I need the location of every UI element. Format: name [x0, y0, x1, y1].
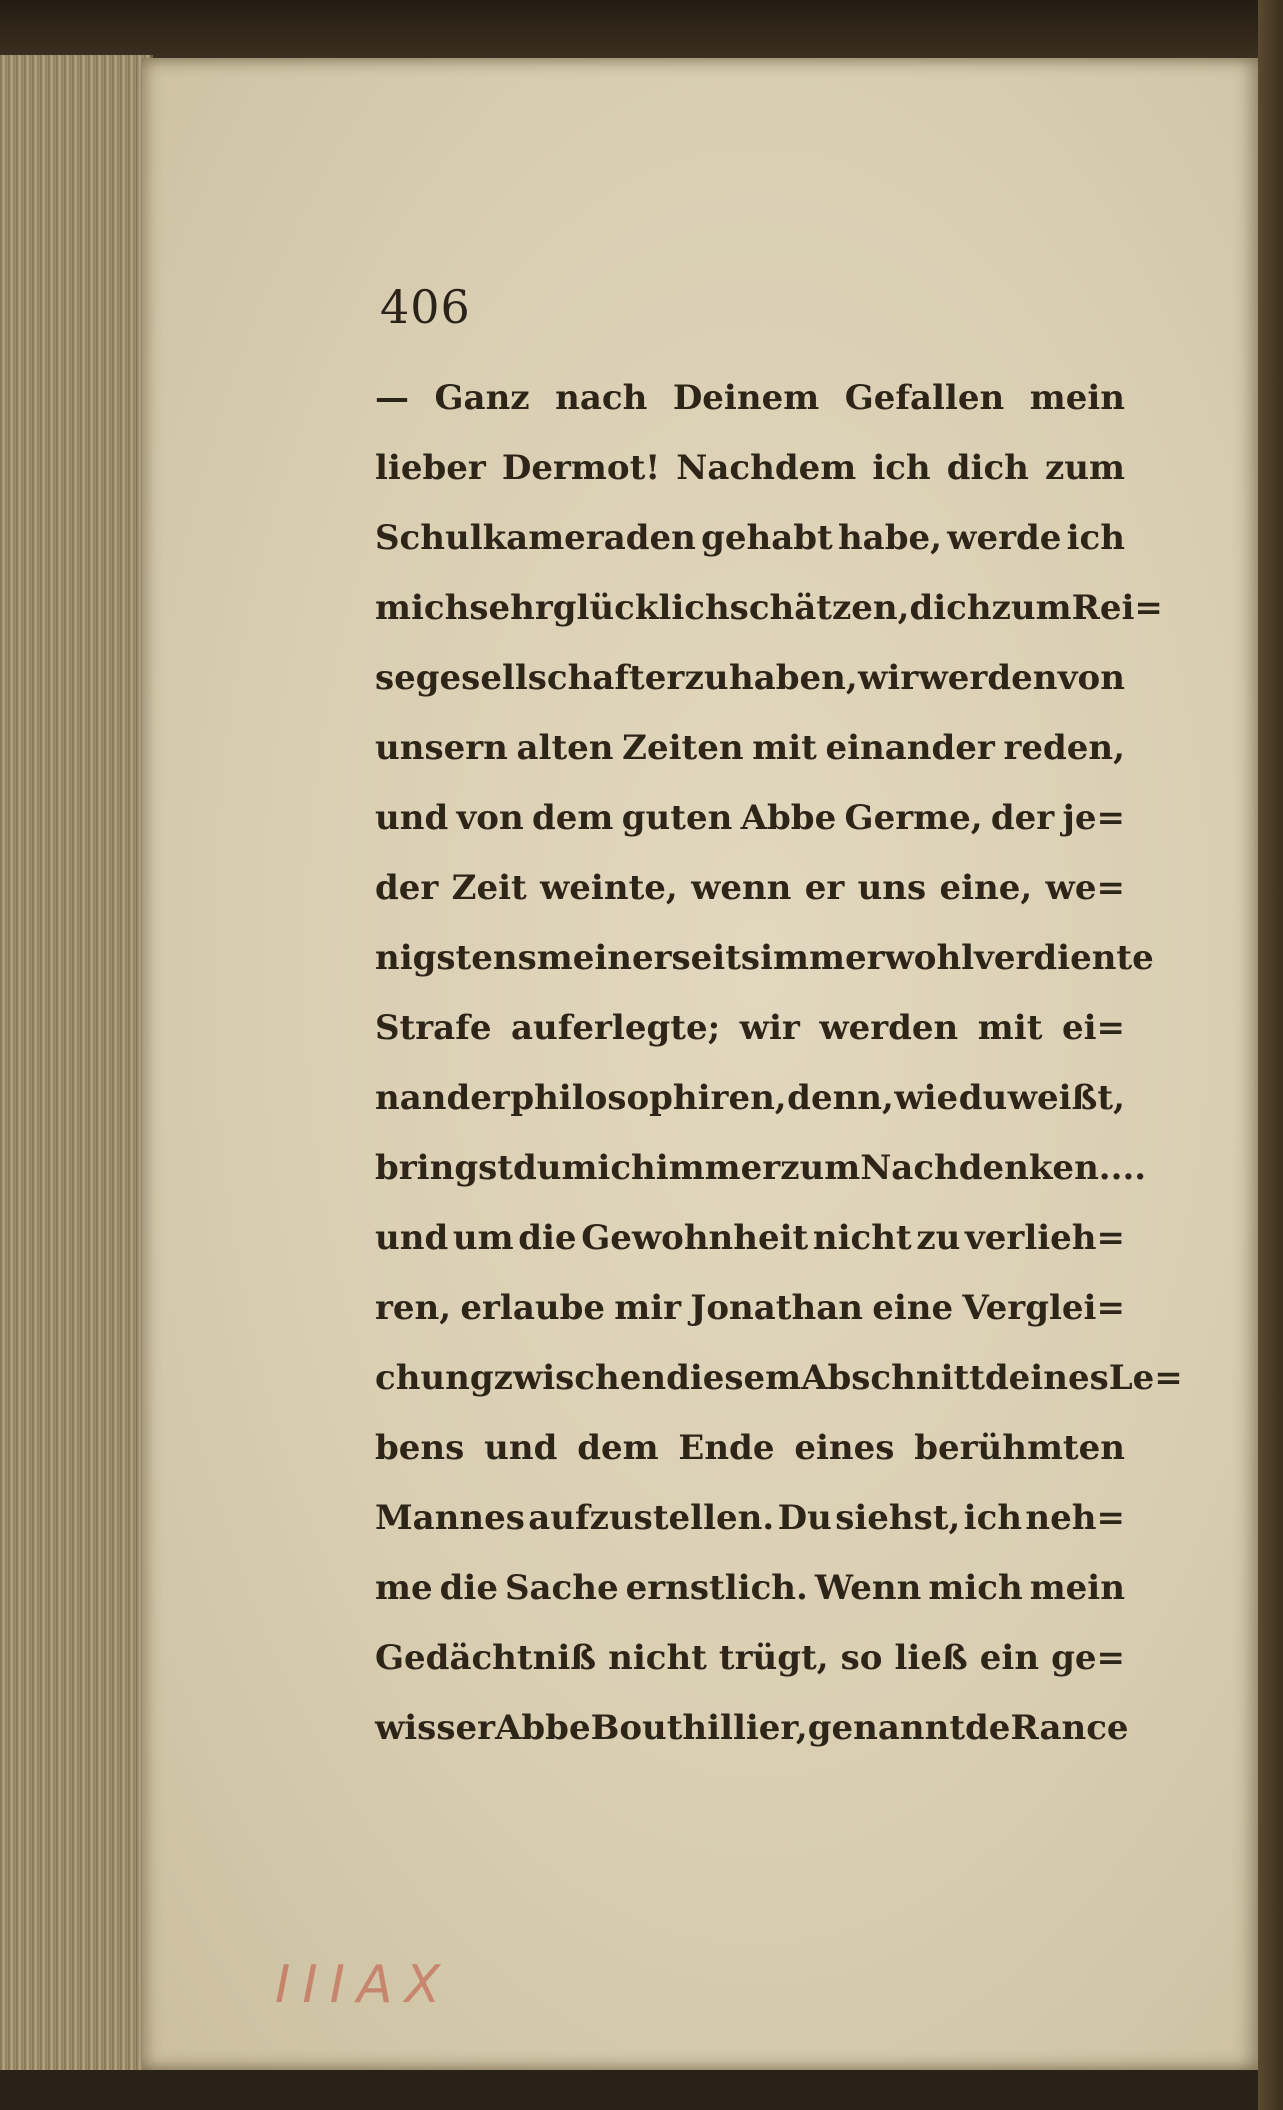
word: nach — [555, 378, 648, 418]
scan-background-top — [0, 0, 1283, 60]
word: bens — [375, 1428, 465, 1468]
text-line — [375, 798, 1125, 868]
word: werde — [947, 518, 1062, 558]
text-line — [375, 868, 1125, 938]
word: mir — [614, 1288, 682, 1328]
word: mein — [1029, 1568, 1125, 1608]
word: du — [512, 1148, 562, 1188]
word: deines — [984, 1358, 1109, 1398]
word: werden — [819, 1008, 959, 1048]
word: Abbe — [495, 1708, 591, 1748]
word: sehr — [469, 588, 553, 628]
word: zum — [780, 1148, 861, 1188]
word: Dermot! — [501, 448, 661, 488]
word: philosophiren, — [510, 1078, 787, 1118]
word: segesellschafter — [375, 658, 685, 698]
word: ein — [979, 1638, 1040, 1678]
text-line — [375, 658, 1125, 728]
text-line — [375, 1568, 1125, 1638]
word: ich — [963, 1498, 1023, 1538]
word: meinerseits — [536, 938, 761, 978]
word: Sache — [504, 1568, 619, 1608]
word: diesem — [666, 1358, 802, 1398]
pencil-annotation: IIIAX — [275, 1955, 453, 2015]
word: genannt — [807, 1708, 966, 1748]
word: Deinem — [672, 378, 820, 418]
word: er — [804, 868, 845, 908]
word: der — [375, 868, 439, 908]
text-line — [375, 1218, 1125, 1288]
text-line — [375, 448, 1125, 518]
word: Le= — [1108, 1358, 1183, 1398]
text-line — [375, 728, 1125, 798]
word: von — [456, 798, 524, 838]
word: wir — [739, 1008, 800, 1048]
word: ge= — [1051, 1638, 1125, 1678]
word: werden — [918, 658, 1058, 698]
word: und — [375, 798, 449, 838]
word: trügt, — [718, 1638, 829, 1678]
word: die — [439, 1568, 498, 1608]
word: Zeit — [451, 868, 527, 908]
word: erlaube — [460, 1288, 605, 1328]
word: — — [375, 378, 409, 418]
word: nicht — [812, 1218, 912, 1258]
word: Nachdem — [676, 448, 857, 488]
text-line — [375, 518, 1125, 588]
word: berühmten — [914, 1428, 1125, 1468]
word: Rei= — [1071, 588, 1163, 628]
word: eine — [872, 1288, 954, 1328]
binding-edge — [1258, 0, 1283, 2110]
word: weißt, — [1007, 1078, 1125, 1118]
word: wisser — [375, 1708, 496, 1748]
word: nicht — [608, 1638, 707, 1678]
word: Gedächtniß — [375, 1638, 597, 1678]
word: Gefallen — [844, 378, 1005, 418]
word: glücklich — [552, 588, 730, 628]
word: zum — [1044, 448, 1125, 488]
text-line — [375, 1288, 1125, 1358]
word: einander — [825, 728, 995, 768]
word: Mannes — [375, 1498, 525, 1538]
word: zu — [916, 1218, 961, 1258]
word: Rance — [1010, 1708, 1129, 1748]
word: Jonathan — [690, 1288, 863, 1328]
word: mich — [375, 588, 470, 628]
word: unsern — [375, 728, 508, 768]
word: we= — [1045, 868, 1125, 908]
word: uns — [857, 868, 927, 908]
word: ich — [872, 448, 931, 488]
word: siehst, — [835, 1498, 961, 1538]
word: haben, — [728, 658, 858, 698]
text-line — [375, 938, 1154, 1008]
word: Ende — [678, 1428, 775, 1468]
word: de — [965, 1708, 1011, 1748]
word: chung — [375, 1358, 494, 1398]
word: wohlverdiente — [884, 938, 1154, 978]
word: alten — [516, 728, 614, 768]
word: Nachdenken.... — [860, 1148, 1147, 1188]
word: wir — [858, 658, 919, 698]
word: mit — [752, 728, 817, 768]
word: guten — [621, 798, 733, 838]
word: ließ — [894, 1638, 968, 1678]
word: Germe, — [844, 798, 983, 838]
text-line — [375, 378, 1125, 448]
word: so — [840, 1638, 883, 1678]
word: mich — [928, 1568, 1023, 1608]
word: Gewohnheit — [581, 1218, 809, 1258]
word: von — [1057, 658, 1125, 698]
word: ren, — [375, 1288, 452, 1328]
word: Verglei= — [962, 1288, 1125, 1328]
word: Abbe — [740, 798, 837, 838]
text-line — [375, 1638, 1125, 1708]
word: Ganz — [434, 378, 530, 418]
word: gehabt — [701, 518, 833, 558]
word: zu — [684, 658, 729, 698]
word: weinte, — [540, 868, 678, 908]
word: wenn — [691, 868, 792, 908]
text-line — [375, 1148, 1147, 1218]
word: schätzen, — [729, 588, 910, 628]
word: eines — [794, 1428, 895, 1468]
page-number: 406 — [380, 280, 471, 334]
body-text — [375, 378, 1183, 1778]
text-line — [375, 1498, 1125, 1568]
word: zum — [991, 588, 1072, 628]
word: aufzustellen. — [528, 1498, 775, 1538]
word: ich — [1066, 518, 1125, 558]
word: du — [958, 1078, 1008, 1118]
word: nigstens — [375, 938, 537, 978]
word: Abschnitt — [801, 1358, 985, 1398]
word: nander — [375, 1078, 510, 1118]
word: bringst — [375, 1148, 513, 1188]
word: verlieh= — [965, 1218, 1125, 1258]
text-line — [375, 1358, 1183, 1428]
word: dem — [577, 1428, 659, 1468]
text-line — [375, 588, 1163, 658]
word: Bouthillier, — [590, 1708, 808, 1748]
word: zwischen — [493, 1358, 667, 1398]
word: dich — [909, 588, 992, 628]
page-edges — [0, 55, 153, 2070]
word: ernstlich. — [625, 1568, 808, 1608]
word: denn, — [787, 1078, 894, 1118]
word: Wenn — [814, 1568, 922, 1608]
word: habe, — [837, 518, 942, 558]
word: ei= — [1061, 1008, 1125, 1048]
word: reden, — [1003, 728, 1125, 768]
word: um — [452, 1218, 514, 1258]
word: und — [375, 1218, 449, 1258]
word: und — [484, 1428, 558, 1468]
word: Schulkameraden — [375, 518, 696, 558]
word: wie — [894, 1078, 959, 1118]
word: eine, — [939, 868, 1033, 908]
word: je= — [1062, 798, 1125, 838]
word: Strafe — [375, 1008, 492, 1048]
word: mich — [561, 1148, 656, 1188]
word: Zeiten — [622, 728, 744, 768]
word: lieber — [375, 448, 486, 488]
text-line — [375, 1078, 1125, 1148]
word: immer — [760, 938, 885, 978]
text-line — [375, 1428, 1125, 1498]
word: auferlegte; — [511, 1008, 721, 1048]
word: mit — [977, 1008, 1043, 1048]
text-line — [375, 1708, 1129, 1778]
text-line — [375, 1008, 1125, 1078]
word: die — [518, 1218, 577, 1258]
word: immer — [655, 1148, 781, 1188]
word: Du — [777, 1498, 832, 1538]
word: dem — [532, 798, 614, 838]
word: der — [990, 798, 1055, 838]
word: mein — [1029, 378, 1125, 418]
word: neh= — [1025, 1498, 1125, 1538]
word: dich — [946, 448, 1029, 488]
word: me — [375, 1568, 433, 1608]
